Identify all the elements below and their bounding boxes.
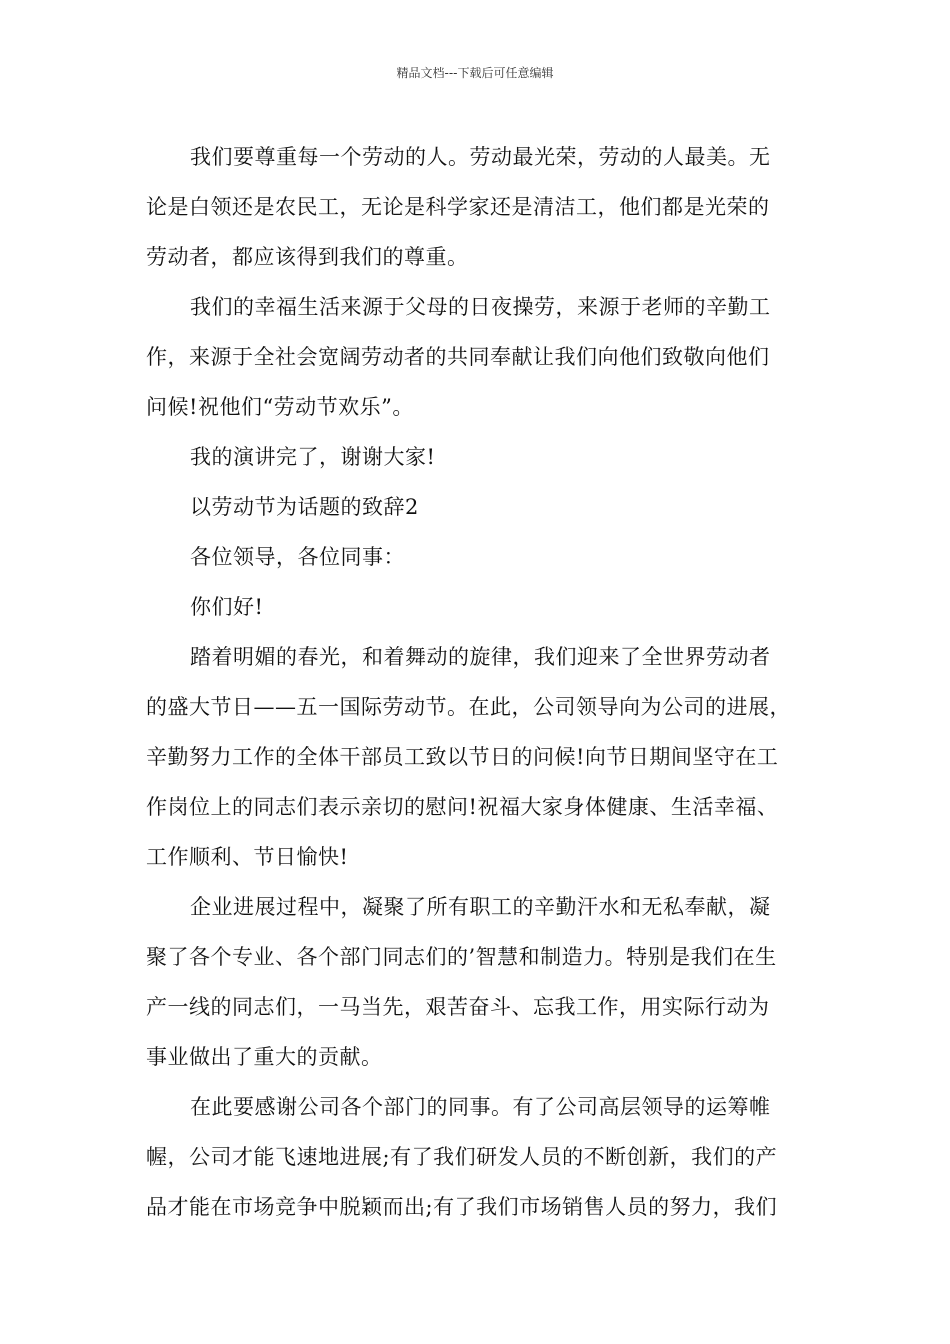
paragraph [146,632,806,882]
paragraph [146,532,806,582]
text-line: 企业进展过程中，凝聚了所有职工的辛勤汗水和无私奉献，凝 [190,895,771,919]
text-line: 在此要感谢公司各个部门的同事。有了公司高层领导的运筹帷 [190,1095,771,1119]
page-header: 精品文档---下载后可任意编辑 [396,66,554,80]
text-line: 幄，公司才能飞速地进展;有了我们研发人员的不断创新，我们的产 [146,1145,778,1169]
text-line: 劳动者，都应该得到我们的尊重。 [146,245,469,269]
text-line: 我们的幸福生活来源于父母的日夜操劳，来源于老师的辛勤工 [190,295,771,319]
text-line: 事业做出了重大的贡献。 [146,1045,383,1069]
text-line: 的盛大节日——五一国际劳动节。在此，公司领导向为公司的进展， [146,695,791,719]
text-line: 作，来源于全社会宽阔劳动者的共同奉献让我们向他们致敬向他们 [146,345,770,369]
text-line: 问候!祝他们“劳动节欢乐”。 [146,395,414,419]
text-line: 聚了各个专业、各个部门同志们的’智慧和制造力。特别是我们在生 [146,945,777,969]
paragraph [146,882,806,1082]
text-line: 以劳动节为话题的致辞2 [190,495,419,519]
paragraph [146,482,806,532]
text-line: 我的演讲完了，谢谢大家! [190,445,436,469]
text-line: 工作顺利、节日愉快! [146,845,349,869]
paragraph [146,582,806,632]
text-line: 各位领导，各位同事： [190,545,405,569]
text-line: 辛勤努力工作的全体干部员工致以节日的问候!向节日期间坚守在工 [146,745,779,769]
text-line: 你们好! [190,595,264,619]
document-body [146,132,806,1232]
paragraph [146,132,806,282]
paragraph [146,432,806,482]
text-line: 品才能在市场竞争中脱颖而出;有了我们市场销售人员的努力，我们 [146,1195,778,1219]
text-line: 论是白领还是农民工，无论是科学家还是清洁工，他们都是光荣的 [146,195,770,219]
text-line: 作岗位上的同志们表示亲切的慰问!祝福大家身体健康、生活幸福、 [146,795,779,819]
paragraph [146,1082,806,1232]
text-line: 产一线的同志们，一马当先，艰苦奋斗、忘我工作，用实际行动为 [146,995,770,1019]
text-line: 我们要尊重每一个劳动的人。劳动最光荣，劳动的人最美。无 [190,145,771,169]
text-line: 踏着明媚的春光，和着舞动的旋律，我们迎来了全世界劳动者 [190,645,771,669]
paragraph [146,282,806,432]
